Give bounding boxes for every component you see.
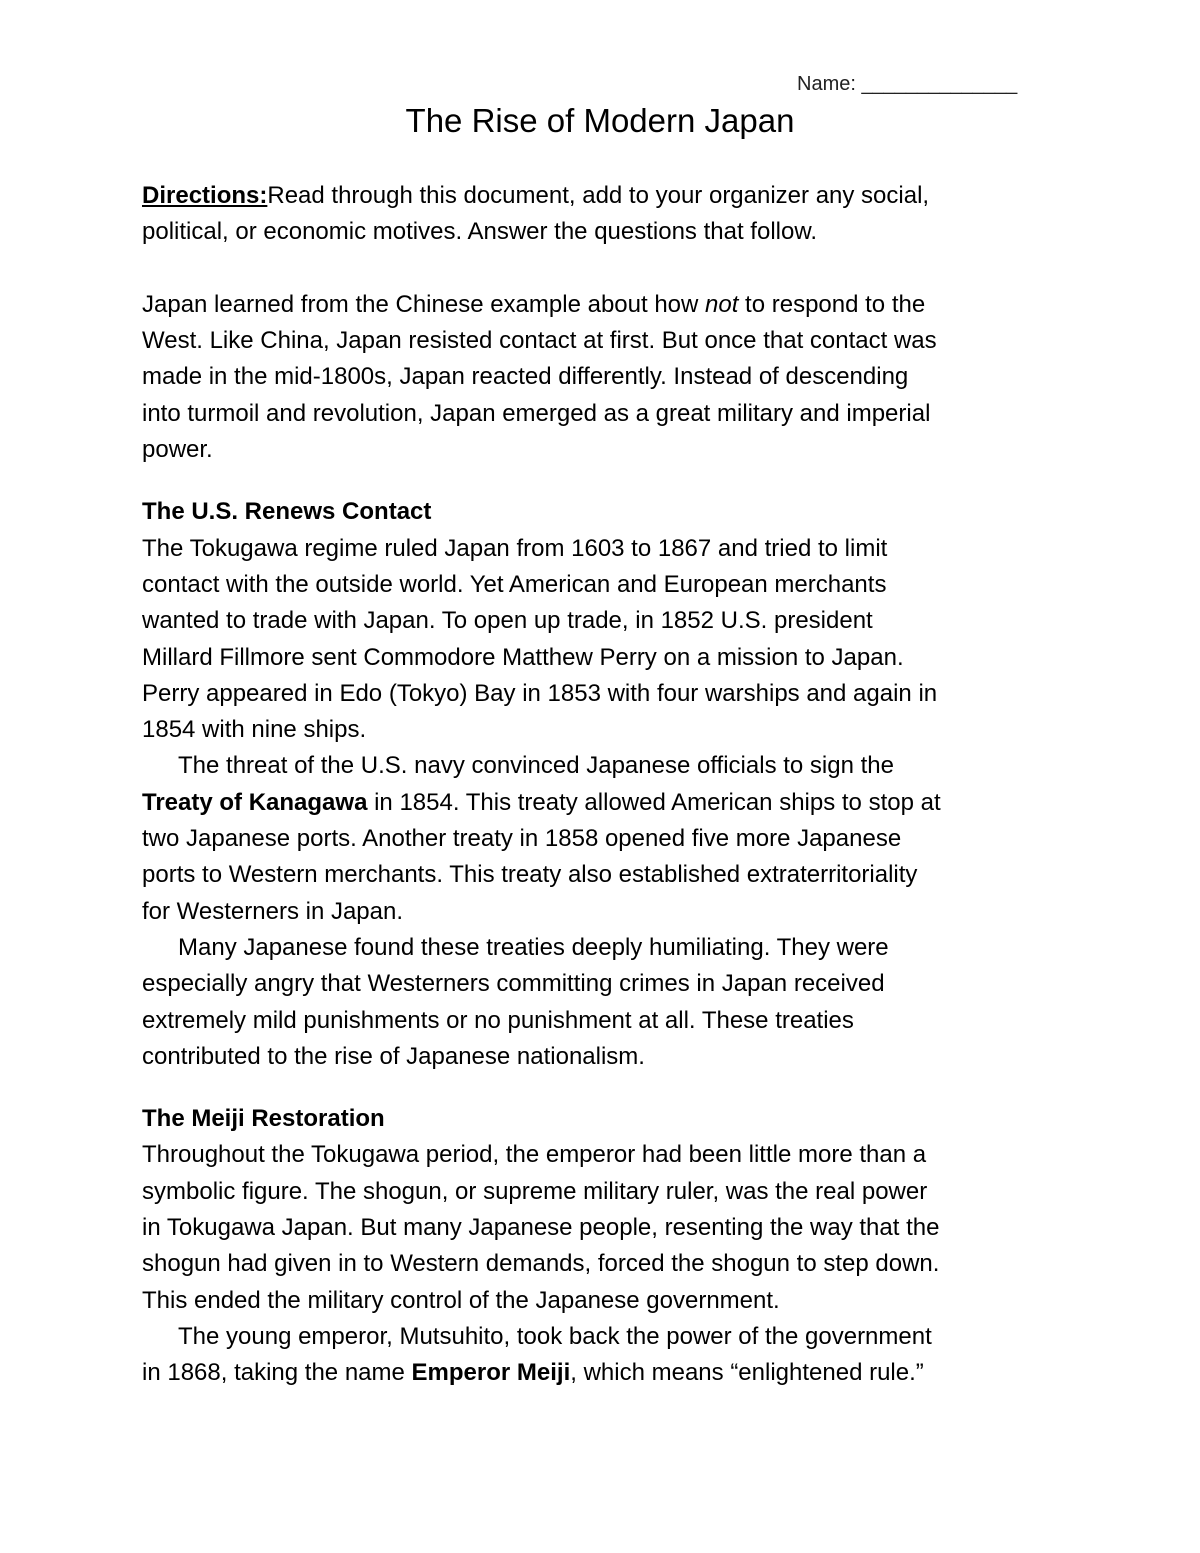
paragraph-line: in Tokugawa Japan. But many Japanese people, resenting the way that the — [142, 1214, 940, 1242]
intro-line-5: power. — [142, 436, 213, 464]
directions-line-1 — [142, 178, 1072, 214]
intro-line-4: into turmoil and revolution, Japan emerged as a great military and imperial — [142, 399, 931, 427]
emperor-meiji-term: Emperor Meiji — [411, 1359, 571, 1387]
paragraph-line: ports to Western merchants. This treaty also established extraterritoriality — [142, 861, 918, 889]
directions-paragraph — [142, 178, 1072, 251]
section-heading: The Meiji Restoration — [142, 1105, 385, 1133]
paragraph-line: contact with the outside world. Yet American and European merchants — [142, 570, 887, 598]
directions-text-1: Read through this document, add to your organizer any social, — [267, 182, 930, 209]
paragraph-line — [142, 1355, 1072, 1391]
paragraph-text: in 1854. This treaty allowed American ships to stop at — [367, 788, 941, 816]
directions-line-2: political, or economic motives. Answer the questions that follow. — [142, 218, 817, 246]
paragraph-text: , which means “enlightened rule.” — [570, 1359, 924, 1387]
document-title: The Rise of Modern Japan — [405, 102, 795, 139]
directions-label: Directions: — [142, 182, 268, 209]
paragraph-line — [142, 785, 1072, 821]
intro-text: Japan learned from the Chinese example about how — [142, 290, 706, 318]
paragraph-line: extremely mild punishments or no punishment at all. These treaties — [142, 1006, 854, 1034]
spacer — [142, 1075, 1072, 1101]
paragraph-text: in 1868, taking the name — [142, 1359, 412, 1387]
paragraph-line: The Tokugawa regime ruled Japan from 1603 to 1867 and tried to limit — [142, 534, 888, 562]
paragraph-line: Many Japanese found these treaties deeply humiliating. They were — [178, 933, 889, 961]
paragraph-line: especially angry that Westerners committing crimes in Japan received — [142, 970, 885, 998]
section-meiji-restoration — [142, 1101, 1072, 1391]
paragraph-line: two Japanese ports. Another treaty in 1858 opened five more Japanese — [142, 825, 902, 853]
intro-paragraph — [142, 287, 1072, 468]
document-body — [142, 178, 1072, 1392]
section-heading: The U.S. Renews Contact — [142, 498, 432, 526]
intro-line-2: West. Like China, Japan resisted contact at first. But once that contact was — [142, 327, 937, 355]
section-us-renews-contact — [142, 494, 1072, 1075]
paragraph-line: The young emperor, Mutsuhito, took back the power of the government — [178, 1322, 932, 1350]
spacer — [142, 251, 1072, 287]
spacer — [142, 468, 1072, 494]
paragraph-line: symbolic figure. The shogun, or supreme military ruler, was the real power — [142, 1177, 928, 1205]
paragraph-line: for Westerners in Japan. — [142, 897, 404, 925]
emphasis-not: not — [705, 290, 739, 318]
intro-line-1 — [142, 287, 1072, 323]
paragraph-line: Millard Fillmore sent Commodore Matthew Perry on a mission to Japan. — [142, 643, 904, 671]
intro-text: to respond to the — [738, 290, 926, 318]
paragraph-line: wanted to trade with Japan. To open up trade, in 1852 U.S. president — [142, 607, 873, 635]
paragraph-line: shogun had given in to Western demands, forced the shogun to step down. — [142, 1250, 940, 1278]
name-field-label: Name: ______________ — [797, 73, 1018, 95]
intro-line-3: made in the mid-1800s, Japan reacted differently. Instead of descending — [142, 363, 909, 391]
paragraph-line: 1854 with nine ships. — [142, 716, 367, 744]
paragraph-line: contributed to the rise of Japanese nationalism. — [142, 1042, 645, 1070]
paragraph-line: Throughout the Tokugawa period, the emperor had been little more than a — [142, 1141, 927, 1169]
paragraph-line: This ended the military control of the Japanese government. — [142, 1286, 780, 1314]
paragraph-line: The threat of the U.S. navy convinced Japanese officials to sign the — [178, 752, 894, 780]
treaty-of-kanagawa-term: Treaty of Kanagawa — [142, 788, 368, 816]
paragraph-line: Perry appeared in Edo (Tokyo) Bay in 1853 with four warships and again in — [142, 679, 938, 707]
